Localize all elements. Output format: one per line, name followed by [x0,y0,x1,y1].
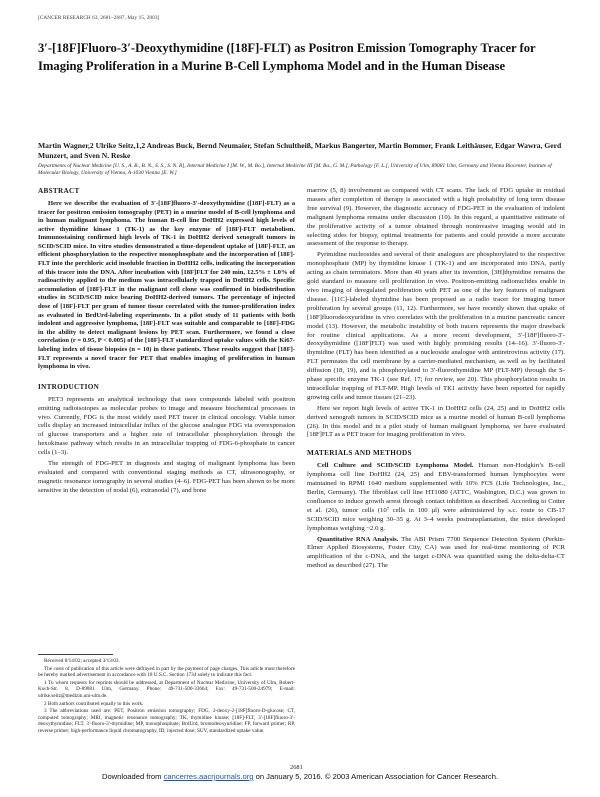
abstract-heading: ABSTRACT [38,187,80,195]
abstract-text: Here we describe the evaluation of 3′-[18F]fluoro-3′-deoxythymidine ([18F]-FLT) as a tracer for positron emission tomography (PET) in a murine model of B-cell lymphoma and in human malignant lymphoma. The human B-cell line DoHH2 expressed high levels of active thymidine kinase 1 (TK-1) as the key enzyme of [18F]-FLT metabolism. Immunostaining confirmed high levels of TK-1 in DoHH2 derived xenograft tumors in SCID/SCID mice. In vitro studies demonstrated a time-dependent uptake of [18F]-FLT, an efficient phosphorylation to the respective monophosphate and the incorporation of [18F]-FLT into the perchloric acid insoluble fraction in DoHH2 cells, indicating the incorporation of this tracer into the DNA. After incubation with [18F]FLT for 240 min, 12.5% ± 1.0% of radioactivity applied to the medium was intracellularly trapped in DoHH2 cells. Specific accumulation of [18F]-FLT in the malignant cell clone was confirmed in biodistribution studies in SCID/SCID mice bearing DoHH2-derived tumors. The percentage of injected dose of [18F]-FLT per gram of tumor tissue correlated with the tumor-proliferation index as evaluated in BrdUrd-labeling experiments. In a pilot study of 11 patients with both indolent and aggressive lymphoma, [18F]-FLT was suitable and comparable to [18F]-FDG in the ability to detect malignant lesions by PET scan. Furthermore, we found a close correlation (r = 0.95, P < 0.005) of the [18F]-FLT standardized uptake values with the Ki67-labeling index of tissue biopsies (n = 10) in these patients. These results suggest that [18F]-FLT represents a novel tracer for PET that enables imaging of proliferation in human lymphoma in vivo. [38,199,295,371]
introduction-heading: INTRODUCTION [38,382,100,391]
methods-text: Human non-Hodgkin’s B-cell lymphoma cell line DoHH2 (24, 25) and EBV-transformed human lymphocytes were maintained in RPMI 1640 medium supplemented with 10% FCS (Life Technologies, Inc., Berlin, Germany). The fibroblast cell line HT1080 (ATTC, Washington, D.C.) was grown to confluence to induce growth arrest through contact inhibition as described. According to Cotter et al. (26), tumor cells (10⁷ cells in 100 µl) were administered by s.c. route to CB-17 SCID/SCID mice weighing 30–35 g. At 3–4 weeks postransplantation, the mice developed lymphomas weighing ~2.0 g. [307,462,566,532]
body-paragraph: Here we report high levels of active TK-1 in DoHH2 cells (24, 25) and in DoHH2 cells derived xenograft tumors in SCID/SCID mice as a murine model of human B-cell lymphoma (26). In this model and in a pilot study of human malignant lymphoma, we have evaluated [18F]FLT as a PET tracer for imaging proliferation in vivo. [307,404,565,439]
footnote-received: Received 8/14/02; accepted 3/13/03. [44,658,120,664]
download-suffix: on January 5, 2016. © 2003 American Association for Cancer Research. [253,772,499,781]
methods-subheading: Quantitative RNA Analysis. [317,535,399,543]
footnote-reprints: 1 To whom requests for reprints should be addressed, at Department of Nuclear Medicine, University of Ulm, Robert-Koch-Str. 8, D-89081 Ulm, Germany. Phone: 49-731-500-33664; Fax: 49-731-500-24979; E-mail: ulrike.seitz@medizin.uni-ulm.de. [38,679,295,699]
download-notice [20,772,580,781]
abstract-section [38,187,295,372]
footnote-divider [38,654,113,655]
methods-heading: MATERIALS AND METHODS [307,449,412,458]
methods-subheading: Cell Culture and SCID/SCID Lymphoma Model. [317,462,474,470]
introduction-paragraph: PET3 represents an analytical technology that uses compounds labeled with positron emitting radioisotopes as molecular probes to image and measure biochemical processes in vivo. Currently, FDG is the most widely used PET tracer in clinical oncology. Viable tumor cells display an increased intracellular influx of the glucose analogue FDG via overexpression of glucose transporters and a higher rate of intracellular phosphorylation through the hexokinase pathway which results in an intracellular trapping of FDG-6-phosphate in cancer cells (1–3). [38,395,295,457]
methods-paragraph-cell-culture [307,462,565,533]
methods-text: The ABI Prism 7700 Sequence Detection System (Perkin-Elmer Applied Biosystems, Foster City, CA) was used for real-time monitoring of PCR amplification of the c-DNA, and the target c-DNA was quantified using the delta-delta-CT method as described (27). The [307,535,565,570]
introduction-section [38,383,295,496]
download-prefix: Downloaded from [101,772,164,781]
page-number: 2681 [290,764,303,771]
footnote-abbreviations: 3 The abbreviations used are: PET, Positron emission tomography; FDG, 2-deoxy-2-[18F]fluoro-D-glucose; CT, computed tomography; MRI, magnetic resonance tomography; TK, thymidine kinase; [18F]-FLT, 3′-[18F]fluoro-3′-deoxythymidine; FLT, 3′-fluoro-3′-thymidine; MP, monophosphate; BrdUrd, bromodeoxyuridine; FP, forward primer; RP, reverse primer; high-performance liquid chromatography, ID, injected dose; SUV, standardized uptake value. [38,708,295,734]
introduction-paragraph: The strength of FDG-PET in diagnosis and staging of malignant lymphoma has been evaluated and compared with conventional staging methods as CT, ultrasonography, or magnetic resonance tomography in several studies (4–6). FDG-PET has been shown to be more sensitive in the detection of nodal (6), extranodal (7), and bone [38,460,295,494]
author-affiliations: Departments of Nuclear Medicine [U. S., A. B., B. N., S. S., S. N. R], Internal Medicine I [M. W., M. Bo.], Internal Medicine III [M. Ba., G. M.], Pathology [F. L.], University of Ulm, 89081 Ulm, Germany and Vienna Biocenter, Institute of Molecular Biology, University of Vienna, A-1030 Vienna [E. W.] [38,163,552,177]
footnotes [38,658,295,736]
footnote-equal-contribution: 2 Both authors contributed equally to this work. [44,700,144,707]
footnote-costs: The costs of publication of this article were defrayed in part by the payment of page charges. This article must therefore be hereby marked advertisement in accordance with 18 U.S.C. Section 1734 solely to indicate this fact. [38,665,295,679]
body-paragraph: Pyrimidine nucleosides and several of their analogues are phosphorylated to the respective monophosphate (MP) by thymidine kinase 1 (TK-1) and are incorporated into DNA, partly acting as chain terminators. More than 40 years after its invention, [3H]thymidine remains the gold standard to measure cell proliferation in vivo. Positron-emitting radionuclides enable in vivo imaging of deregulated proliferation with PET as one of the key features of malignant disease. [11C]-labeled thymidine has been proposed as a radio tracer for imaging tumor proliferation by several groups (11, 12). Furthermore, we have recently shown that uptake of [18F]fluorodeoxyuridine in vivo correlates with the proliferation in a murine pancreatic cancer model (13). However, the metabolic instability of both tracers represents the major drawback for routine clinical applications. As a more recent development, 3′-[18F]fluoro-3′-deoxythymidine ([18F]FLT) was used with highly promising results (14–16). 3′-fluoro-3′-thymidine (FLT) has been identified as a nucleoside analogue with antiretrovirus activity (17). FLT permeates the cell membrane by a carrier-mediated mechanism, as well as by facilitated diffusion (18, 19), and is phosphorylated to 3′-fluorothymidine MP (FLT-MP) through the S-phase specific enzyme TK-1 (see Ref. 17; for review, see 20). This phosphorylation results in intracellular trapping of FLT-MP. High levels of TK1 activity have been reported for rapidly growing cells and tumor tissues (21–23). [307,251,565,401]
body-paragraph: marrow (5, 8) involvement as compared with CT scans. The lack of FDG uptake in residual masses after completion of therapy is associated with a high probability of long term disease free survival (9). However, the diagnostic accuracy of FDG-PET in the evaluation of indolent malignant lymphoma remains under discussion (10). In this regard, a quantitative estimate of the proliferative activity of a tumor obtained through noninvasive imaging would aid in selecting sides for biopsy, optimal treatments for patients and could provide a more accurate assessment of the response to therapy. [307,187,565,248]
journal-site-link[interactable]: cancerres.aacrjournals.org [163,772,254,781]
right-column [307,187,565,573]
author-list: Martin Wagner,2 Ulrike Seitz,1,2 Andreas Buck, Bernd Neumaier, Stefan Schultheiß, Markus Bangerter, Martin Bommer, Frank Leithäuser, Edgar Wawra, Gerd Munzert, and Sven N. Reske [38,141,562,161]
article-title: 3′-[18F]Fluoro-3′-Deoxythymidine ([18F]-FLT) as Positron Emission Tomography Tracer for Imaging Proliferation in a Murine B-Cell Lymphoma Model and in the Human Disease [38,41,536,73]
journal-citation-header: [CANCER RESEARCH 63, 2681–2687, May 15, 2003] [38,15,160,21]
left-column [38,187,295,498]
methods-paragraph-rna [307,536,565,572]
